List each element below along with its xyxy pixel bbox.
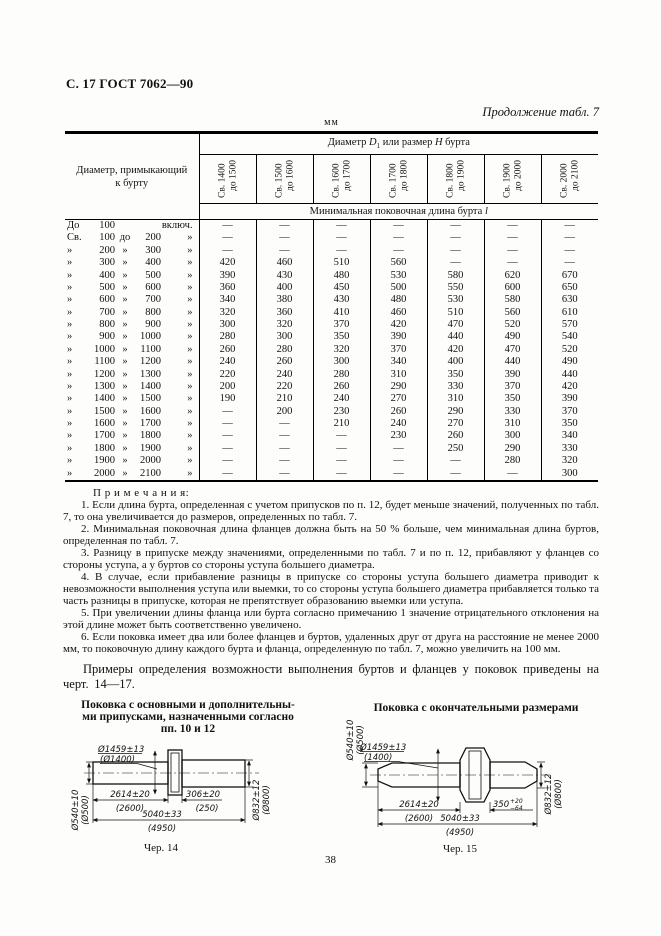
table-cell: — xyxy=(313,468,370,481)
row-label: » 1400 » 1500 » xyxy=(65,393,199,405)
table-row xyxy=(65,443,598,455)
table-cell: 320 xyxy=(541,455,598,467)
row-label: » 200 » 300 » xyxy=(65,245,199,257)
left-length-label: 2614±20 xyxy=(110,790,150,800)
table-cell: 360 xyxy=(256,307,313,319)
right-dia-label: Ø832±12 xyxy=(544,773,554,815)
table-cell: 610 xyxy=(541,307,598,319)
row-label: » 2000 » 2100 » xyxy=(65,468,199,481)
table-cell: 420 xyxy=(199,257,256,269)
table-cell: 410 xyxy=(313,307,370,319)
flange-dia-nominal: (1400) xyxy=(364,753,393,763)
table-cell: 400 xyxy=(256,282,313,294)
table-row xyxy=(65,245,598,257)
col-header-1: Св. 1400 до 1500 xyxy=(199,155,256,204)
table-cell: 330 xyxy=(427,381,484,393)
table-cell: 340 xyxy=(199,294,256,306)
table-cell: — xyxy=(199,418,256,430)
table-cell: — xyxy=(370,245,427,257)
table-cell: — xyxy=(427,257,484,269)
table-cell: 630 xyxy=(541,294,598,306)
table-cell: 250 xyxy=(427,443,484,455)
boss-length-label: 306±20 xyxy=(185,790,221,800)
table-cell: 480 xyxy=(313,270,370,282)
boss-length-lower-tol: −64 xyxy=(510,805,523,812)
table-cell: 240 xyxy=(256,369,313,381)
table-cell: — xyxy=(541,232,598,244)
table-cell: 510 xyxy=(427,307,484,319)
table-cell: 430 xyxy=(256,270,313,282)
table-cell: 440 xyxy=(541,369,598,381)
table-cell: 360 xyxy=(199,282,256,294)
row-label: » 1300 » 1400 » xyxy=(65,381,199,393)
table-cell: — xyxy=(484,220,541,233)
table-cell: — xyxy=(199,455,256,467)
units-label: мм xyxy=(324,117,339,128)
table-cell: — xyxy=(370,468,427,481)
table-cell: 260 xyxy=(256,356,313,368)
table-cell: 190 xyxy=(199,393,256,405)
table-cell: 310 xyxy=(370,369,427,381)
table-cell: — xyxy=(484,245,541,257)
table-cell: 350 xyxy=(484,393,541,405)
total-length-label: 5040±33 xyxy=(440,814,480,824)
table-cell: 560 xyxy=(484,307,541,319)
table-cell: — xyxy=(541,245,598,257)
table-row xyxy=(65,232,598,244)
table-cell: — xyxy=(313,430,370,442)
table-cell: — xyxy=(427,455,484,467)
right-dia-nominal: (Ø800) xyxy=(262,785,272,815)
table-cell: 270 xyxy=(370,393,427,405)
table-cell: 280 xyxy=(199,331,256,343)
table-row xyxy=(65,430,598,442)
table-row xyxy=(65,220,598,233)
col-header-6: Св. 1900 до 2000 xyxy=(484,155,541,204)
table-cell: — xyxy=(256,232,313,244)
table-cell: 460 xyxy=(370,307,427,319)
page-header: С. 17 ГОСТ 7062—90 xyxy=(66,76,194,91)
figure15-number: Чер. 15 xyxy=(442,843,478,855)
table-cell: 530 xyxy=(370,270,427,282)
table-cell: — xyxy=(313,455,370,467)
table-cell: 530 xyxy=(427,294,484,306)
row-label: » 500 » 600 » xyxy=(65,282,199,294)
table-cell: 350 xyxy=(427,369,484,381)
table-cell: — xyxy=(256,430,313,442)
table-row xyxy=(65,319,598,331)
row-label: » 1900 » 2000 » xyxy=(65,455,199,467)
table-cell: — xyxy=(256,443,313,455)
table-cell: 220 xyxy=(199,369,256,381)
table-cell: 330 xyxy=(484,406,541,418)
table-cell: 280 xyxy=(256,344,313,356)
table-cell: 490 xyxy=(541,356,598,368)
table-row xyxy=(65,294,598,306)
boss-length-upper-tol: +20 xyxy=(510,798,523,805)
row-label: » 300 » 400 » xyxy=(65,257,199,269)
table-cell: 260 xyxy=(427,430,484,442)
table-cell: — xyxy=(484,257,541,269)
table-cell: 510 xyxy=(313,257,370,269)
table-cell: 460 xyxy=(256,257,313,269)
table-cell: 200 xyxy=(199,381,256,393)
table-cell: 200 xyxy=(256,406,313,418)
table-cell: 220 xyxy=(256,381,313,393)
row-label: До 100 включ. xyxy=(65,220,199,233)
row-label: » 1600 » 1700 » xyxy=(65,418,199,430)
table-cell: 470 xyxy=(484,344,541,356)
table-cell: 290 xyxy=(484,443,541,455)
col-header-2: Св. 1500 до 1600 xyxy=(256,155,313,204)
table-cell: 420 xyxy=(370,319,427,331)
table-cell: 560 xyxy=(370,257,427,269)
left-dia-label: Ø540±10 xyxy=(346,719,356,761)
boss-length-label: 350 xyxy=(492,800,510,810)
note-item: 2. Минимальная поковочная длина фланцев должна быть на 50 % больше, чем минимальная длина буртов, определенная по табл. 7. xyxy=(63,523,599,547)
table-cell: 420 xyxy=(541,381,598,393)
table-cell: — xyxy=(427,245,484,257)
table-cell: 280 xyxy=(484,455,541,467)
row-label: » 1100 » 1200 » xyxy=(65,356,199,368)
table-cell: 440 xyxy=(484,356,541,368)
left-dia-nominal: (Ø500) xyxy=(81,795,91,825)
table-cell: — xyxy=(427,220,484,233)
left-length-nominal: (2600) xyxy=(115,804,145,814)
table-row xyxy=(65,468,598,481)
table-cell: 380 xyxy=(256,294,313,306)
table-cell: 310 xyxy=(427,393,484,405)
col-header-3: Св. 1600 до 1700 xyxy=(313,155,370,204)
table-cell: 580 xyxy=(484,294,541,306)
row-label: » 1700 » 1800 » xyxy=(65,430,199,442)
table-cell: — xyxy=(427,468,484,481)
table-cell: 290 xyxy=(427,406,484,418)
table-cell: 540 xyxy=(541,331,598,343)
table-cell: — xyxy=(370,220,427,233)
figure14-number: Чер. 14 xyxy=(143,842,179,854)
col-header-4: Св. 1700 до 1800 xyxy=(370,155,427,204)
table-cell: 300 xyxy=(313,356,370,368)
table-row xyxy=(65,418,598,430)
table-row xyxy=(65,331,598,343)
left-length-nominal: (2600) xyxy=(404,814,434,824)
table-cell: 320 xyxy=(256,319,313,331)
table-cell: 210 xyxy=(313,418,370,430)
table-cell: 210 xyxy=(256,393,313,405)
table-row xyxy=(65,344,598,356)
table-cell: 300 xyxy=(256,331,313,343)
table-cell: — xyxy=(541,220,598,233)
right-dia-nominal: (Ø800) xyxy=(554,779,564,809)
table-cell: 470 xyxy=(427,319,484,331)
notes-section xyxy=(63,487,599,655)
table-cell: 340 xyxy=(541,430,598,442)
table-cell: — xyxy=(199,406,256,418)
table-cell: 520 xyxy=(541,344,598,356)
table-cell: 320 xyxy=(313,344,370,356)
table-cell: 390 xyxy=(370,331,427,343)
right-dia-label: Ø832±12 xyxy=(252,779,262,821)
table-cell: — xyxy=(256,245,313,257)
table-cell: — xyxy=(199,430,256,442)
table-cell: 280 xyxy=(313,369,370,381)
table-cell: — xyxy=(313,232,370,244)
table-cell: — xyxy=(427,232,484,244)
row-label: » 1200 » 1300 » xyxy=(65,369,199,381)
col-header-7: Св. 2000 до 2100 xyxy=(541,155,598,204)
table-cell: 300 xyxy=(541,468,598,481)
table-row xyxy=(65,282,598,294)
note-item: 1. Если длина бурта, определенная с учетом припусков по п. 12, будет меньше значений, полученных по табл. 7, то она увеличивается до размеров, определенных по табл. 7. xyxy=(63,499,599,523)
table-row xyxy=(65,356,598,368)
table-cell: — xyxy=(199,443,256,455)
corner-header: Диаметр, примыкающий к бурту xyxy=(65,133,199,220)
table-cell: 260 xyxy=(199,344,256,356)
table-cell: 390 xyxy=(541,393,598,405)
table-cell: 300 xyxy=(199,319,256,331)
table-cell: — xyxy=(313,220,370,233)
table-cell: 490 xyxy=(484,331,541,343)
row-label: » 1500 » 1600 » xyxy=(65,406,199,418)
table-cell: 310 xyxy=(484,418,541,430)
table-cell: — xyxy=(256,468,313,481)
left-length-label: 2614±20 xyxy=(399,800,439,810)
note-item: 4. В случае, если прибавление разницы в припуске со стороны уступа большего диаметра приводит к невозможности выполнения уступа или выемки, то со стороны уступа большего диаметра прибавляется только та часть разницы в припуске, которая не препятствует образованию выемки или уступа. xyxy=(63,571,599,607)
table-cell: — xyxy=(370,443,427,455)
row-label: » 800 » 900 » xyxy=(65,319,199,331)
table-cell: 580 xyxy=(427,270,484,282)
table-cell: — xyxy=(370,232,427,244)
table-cell: — xyxy=(199,232,256,244)
left-dia-nominal: (Ø500) xyxy=(356,725,366,755)
table-row xyxy=(65,455,598,467)
note-item: 6. Если поковка имеет два или более фланцев и буртов, удаленных друг от друга на расстояние не менее 2000 мм, то поковочную длину каждого бурта и фланца, определенную по табл. 7, можно увеличить на 100 мм. xyxy=(63,631,599,655)
total-length-nominal: (4950) xyxy=(147,824,177,834)
table-cell: — xyxy=(313,443,370,455)
row-label: » 1000 » 1100 » xyxy=(65,344,199,356)
table-cell: 390 xyxy=(199,270,256,282)
table-cell: 420 xyxy=(427,344,484,356)
figure15-drawing xyxy=(338,714,622,859)
table-row xyxy=(65,369,598,381)
table-cell: 370 xyxy=(484,381,541,393)
table-cell: — xyxy=(256,418,313,430)
table-cell: — xyxy=(313,245,370,257)
table-cell: 340 xyxy=(370,356,427,368)
table-cell: 260 xyxy=(370,406,427,418)
row-label: Св. 100 до 200 » xyxy=(65,232,199,244)
row-label: » 400 » 500 » xyxy=(65,270,199,282)
page-number: 38 xyxy=(325,854,336,866)
table-cell: — xyxy=(484,232,541,244)
table-row xyxy=(65,270,598,282)
table-cell: 440 xyxy=(427,331,484,343)
table-cell: — xyxy=(541,257,598,269)
table-cell: 480 xyxy=(370,294,427,306)
table-row xyxy=(65,406,598,418)
table-cell: 290 xyxy=(370,381,427,393)
table-cell: 390 xyxy=(484,369,541,381)
table-cell: — xyxy=(199,220,256,233)
flange-dia-nominal: (Ø1400) xyxy=(100,755,135,765)
table-cell: 350 xyxy=(313,331,370,343)
table-row xyxy=(65,257,598,269)
total-length-nominal: (4950) xyxy=(445,828,475,838)
table-cell: 450 xyxy=(313,282,370,294)
table-cell: 230 xyxy=(370,430,427,442)
table-cell: 650 xyxy=(541,282,598,294)
table-cell: 320 xyxy=(199,307,256,319)
table-cell: 370 xyxy=(370,344,427,356)
row-label: » 1800 » 1900 » xyxy=(65,443,199,455)
table-cell: 670 xyxy=(541,270,598,282)
table-row xyxy=(65,381,598,393)
row-label: » 900 » 1000 » xyxy=(65,331,199,343)
table-cell: 570 xyxy=(541,319,598,331)
figure14-caption: Поковка с основными и дополнительны- ми припусками, назначенными согласно пп. 10 и 12 xyxy=(81,699,295,735)
table-cell: 240 xyxy=(199,356,256,368)
table-cell: 330 xyxy=(541,443,598,455)
table-cell: 350 xyxy=(541,418,598,430)
row-label: » 700 » 800 » xyxy=(65,307,199,319)
col-header-5: Св. 1800 до 1900 xyxy=(427,155,484,204)
flange-dia-label: Ø1459±13 xyxy=(98,745,145,755)
table-cell: — xyxy=(199,468,256,481)
table-cell: — xyxy=(256,220,313,233)
note-item: 5. При увеличении длины фланца или бурта согласно примечанию 1 значение отрицательного отклонения на этой длине может быть соответственно увеличено. xyxy=(63,607,599,631)
table-row xyxy=(65,307,598,319)
table-top-header: Диаметр $D_1$ или размер H бурта xyxy=(199,133,598,155)
table-cell: 500 xyxy=(370,282,427,294)
table-cell: 240 xyxy=(370,418,427,430)
table-cell: 620 xyxy=(484,270,541,282)
table-wrapper xyxy=(65,131,598,482)
forging-length-table xyxy=(65,131,598,482)
row-label: » 600 » 700 » xyxy=(65,294,199,306)
boss-length-nominal: (250) xyxy=(195,804,219,814)
table-cell: 300 xyxy=(484,430,541,442)
table-sub-header: Минимальная поковочная длина бурта l xyxy=(199,204,598,220)
left-dia-label: Ø540±10 xyxy=(71,789,81,831)
table-continuation-label: Продолжение табл. 7 xyxy=(482,105,599,119)
total-length-label: 5040±33 xyxy=(142,810,182,820)
table-cell: 370 xyxy=(541,406,598,418)
table-cell: 550 xyxy=(427,282,484,294)
table-cell: — xyxy=(370,455,427,467)
flange-dia-label: Ø1459±13 xyxy=(360,743,407,753)
table-cell: 230 xyxy=(313,406,370,418)
table-cell: 600 xyxy=(484,282,541,294)
figure15-caption: Поковка с окончательными размерами xyxy=(373,702,579,714)
table-cell: — xyxy=(484,468,541,481)
table-cell: 260 xyxy=(313,381,370,393)
figure14-drawing xyxy=(62,736,334,858)
table-cell: — xyxy=(256,455,313,467)
notes-title: П р и м е ч а н и я: xyxy=(93,487,190,499)
table-row xyxy=(65,393,598,405)
table-cell: — xyxy=(199,245,256,257)
table-cell: 270 xyxy=(427,418,484,430)
table-cell: 520 xyxy=(484,319,541,331)
table-cell: 430 xyxy=(313,294,370,306)
examples-paragraph: Примеры определения возможности выполнения буртов и фланцев у поковок приведены на черт. 14—17. xyxy=(63,662,599,691)
table-cell: 370 xyxy=(313,319,370,331)
note-item: 3. Разницу в припуске между значениями, определенными по табл. 7 и по п. 12, прибавляют у фланцев со стороны уступа, а у буртов со стороны уступа большего диаметра. xyxy=(63,547,599,571)
table-cell: 240 xyxy=(313,393,370,405)
table-cell: 400 xyxy=(427,356,484,368)
